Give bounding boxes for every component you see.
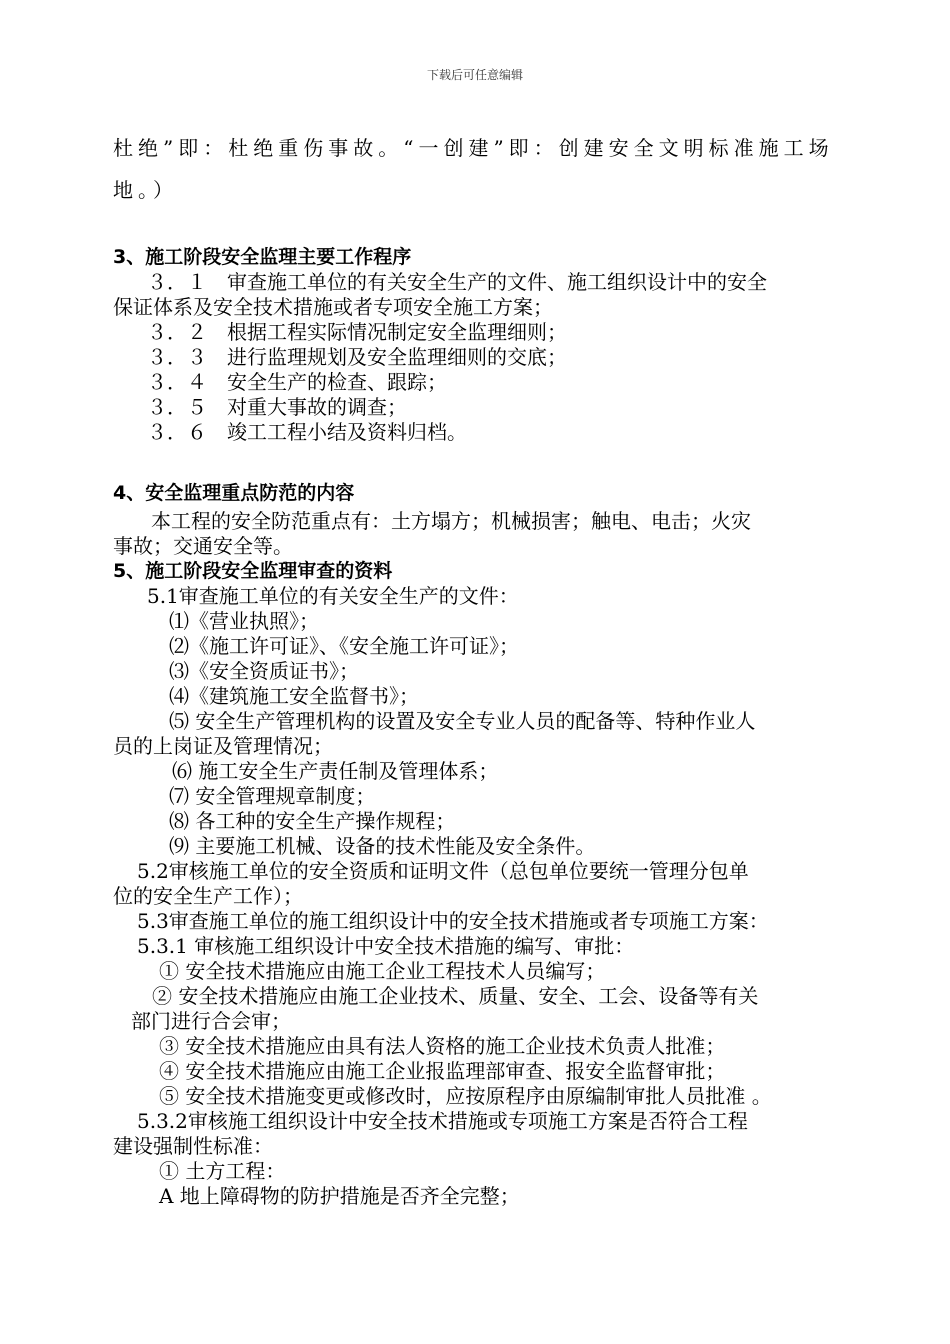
list-item: ３．６ 竣工工程小结及资料归档。	[147, 420, 467, 444]
list-item: ① 土方工程：	[159, 1159, 286, 1183]
paragraph-line: 事故；交通安全等。	[113, 534, 293, 558]
paragraph-line: 位的安全生产工作）；	[113, 884, 303, 908]
paragraph-line: 5.3.1 审核施工组织设计中安全技术措施的编写、审批：	[137, 934, 635, 958]
list-item: ④ 安全技术措施应由施工企业报监理部审查、报安全监督审批；	[159, 1059, 726, 1083]
paragraph-line: 建设强制性标准：	[113, 1134, 273, 1158]
paragraph-line: ３．１ 审查施工单位的有关安全生产的文件、施工组织设计中的安全	[147, 270, 767, 294]
paragraph-line: 杜绝”即：杜绝重伤事故。“一创建”即：创建安全文明标准施工场	[113, 136, 834, 160]
list-item: ⑤ 安全技术措施变更或修改时，应按原程序由原编制审批人员批准 。	[159, 1084, 772, 1108]
section-heading-3: 3、施工阶段安全监理主要工作程序	[113, 246, 412, 268]
paragraph-line: 员的上岗证及管理情况；	[113, 734, 333, 758]
paragraph-line: 地。）	[113, 178, 178, 202]
list-item: ⑻ 各工种的安全生产操作规程；	[169, 809, 456, 833]
paragraph-line: 5.2审核施工单位的安全资质和证明文件（总包单位要统一管理分包单	[137, 859, 749, 883]
list-item: ⑸ 安全生产管理机构的设置及安全专业人员的配备等、特种作业人	[169, 709, 756, 733]
paragraph-line: 5.1审查施工单位的有关安全生产的文件：	[147, 584, 519, 608]
list-item: A 地上障碍物的防护措施是否齐全完整；	[159, 1184, 520, 1208]
list-item: ⑼ 主要施工机械、设备的技术性能及安全条件。	[169, 834, 596, 858]
list-item: ３．４ 安全生产的检查、跟踪；	[147, 370, 447, 394]
paragraph-line: 保证体系及安全技术措施或者专项安全施工方案；	[113, 295, 553, 319]
paragraph-line: 部门进行合会审；	[131, 1009, 291, 1033]
list-item: ③ 安全技术措施应由具有法人资格的施工企业技术负责人批准；	[159, 1034, 726, 1058]
section-heading-5: 5、施工阶段安全监理审查的资料	[113, 560, 393, 582]
list-item: ⑵《施工许可证》、《安全施工许可证》；	[169, 634, 519, 658]
list-item: ① 安全技术措施应由施工企业工程技术人员编写；	[159, 959, 606, 983]
list-item: ３．３ 进行监理规划及安全监理细则的交底；	[147, 345, 567, 369]
paragraph-line: 5.3.2审核施工组织设计中安全技术措施或专项施工方案是否符合工程	[137, 1109, 748, 1133]
list-item: ⑹ 施工安全生产责任制及管理体系；	[172, 759, 499, 783]
list-item: ⑴《营业执照》；	[169, 609, 319, 633]
list-item: ⑶《安全资质证书》；	[169, 659, 359, 683]
paragraph-line: 本工程的安全防范重点有：土方塌方；机械损害；触电、电击；火灾	[151, 509, 751, 533]
list-item: ３．２ 根据工程实际情况制定安全监理细则；	[147, 320, 567, 344]
page-header: 下载后可任意编辑	[426, 68, 523, 82]
list-item: ⑺ 安全管理规章制度；	[169, 784, 376, 808]
list-item: ３．５ 对重大事故的调查；	[147, 395, 407, 419]
section-heading-4: 4、安全监理重点防范的内容	[113, 482, 355, 504]
list-item: ② 安全技术措施应由施工企业技术、质量、安全、工会、设备等有关	[152, 984, 759, 1008]
paragraph-line: 5.3审查施工单位的施工组织设计中的安全技术措施或者专项施工方案：	[137, 909, 769, 933]
list-item: ⑷《建筑施工安全监督书》；	[169, 684, 419, 708]
